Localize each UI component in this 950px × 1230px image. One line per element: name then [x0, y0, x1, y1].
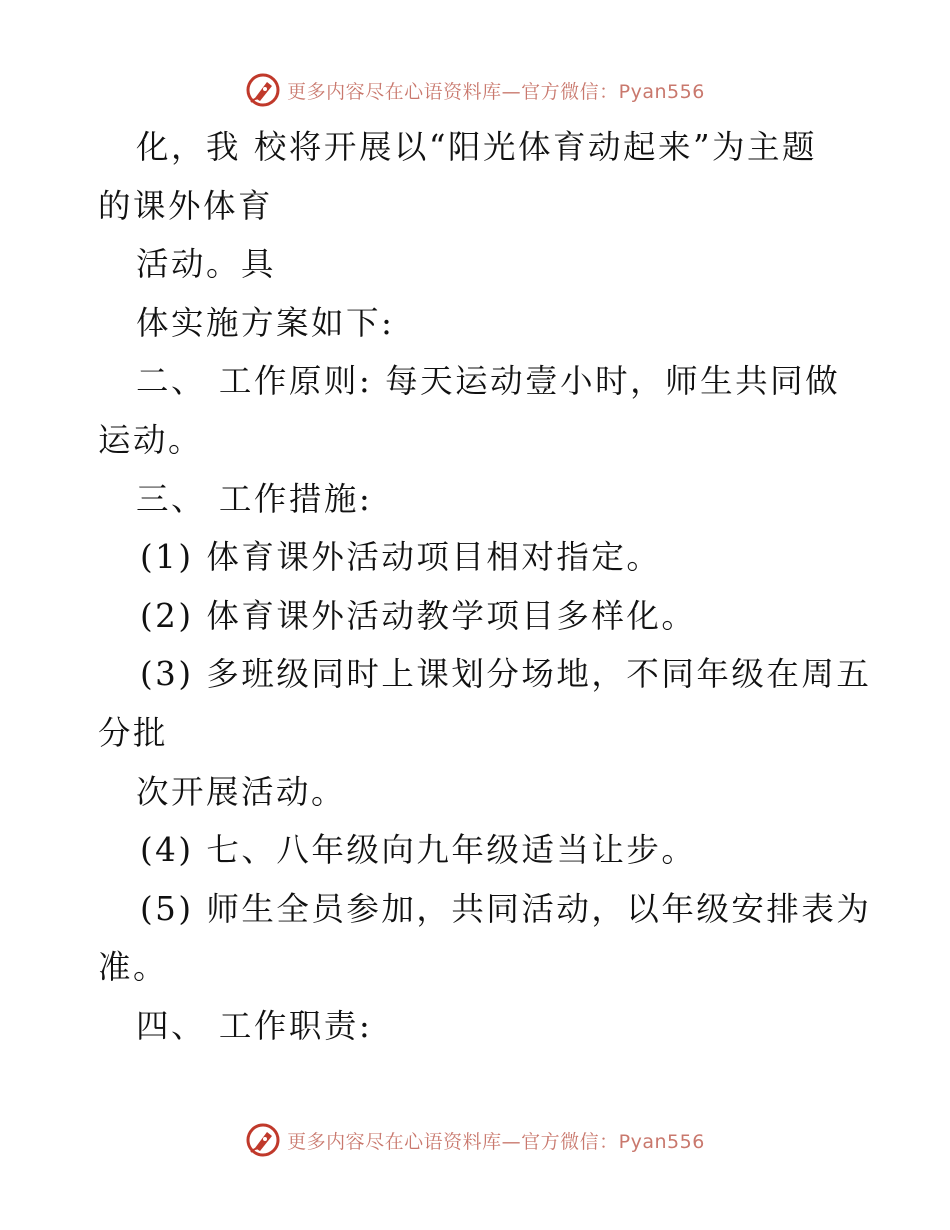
paragraph-line: 的课外体育 — [98, 186, 274, 225]
paragraph-line: 准。 — [98, 948, 169, 987]
list-item-line: (1) 体育课外活动项目相对指定。 — [140, 538, 662, 577]
banner-text: 更多内容尽在心语资料库—官方微信：Pyan556 — [287, 1130, 705, 1153]
list-item-line: (3) 多班级同时上课划分场地，不同年级在周五 — [140, 655, 872, 694]
list-item-line: (4) 七、八年级向九年级适当让步。 — [140, 831, 697, 870]
document-body — [98, 118, 872, 1056]
banner-text: 更多内容尽在心语资料库—官方微信：Pyan556 — [287, 80, 705, 103]
pen-nib-circle-icon — [245, 72, 281, 108]
paragraph-line: 活动。具 — [136, 245, 277, 284]
header-watermark-banner — [0, 68, 950, 112]
paragraph-line: 分批 — [98, 713, 169, 752]
section-heading-line: 二、 工作原则: 每天运动壹小时，师生共同做 — [136, 362, 841, 401]
pen-nib-circle-icon — [245, 1122, 281, 1158]
paragraph-line: 运动。 — [98, 420, 204, 459]
list-item-line: (2) 体育课外活动教学项目多样化。 — [140, 596, 697, 635]
section-heading-line: 三、 工作措施: — [136, 479, 373, 518]
section-heading-line: 四、 工作职责: — [136, 1006, 373, 1045]
paragraph-line: 体实施方案如下: — [136, 303, 395, 342]
paragraph-line: 化，我 校将开展以“阳光体育动起来”为主题 — [136, 128, 818, 166]
footer-watermark-banner — [0, 1118, 950, 1162]
list-item-line: (5) 师生全员参加，共同活动，以年级安排表为 — [140, 889, 872, 928]
paragraph-line: 次开展活动。 — [136, 772, 347, 811]
